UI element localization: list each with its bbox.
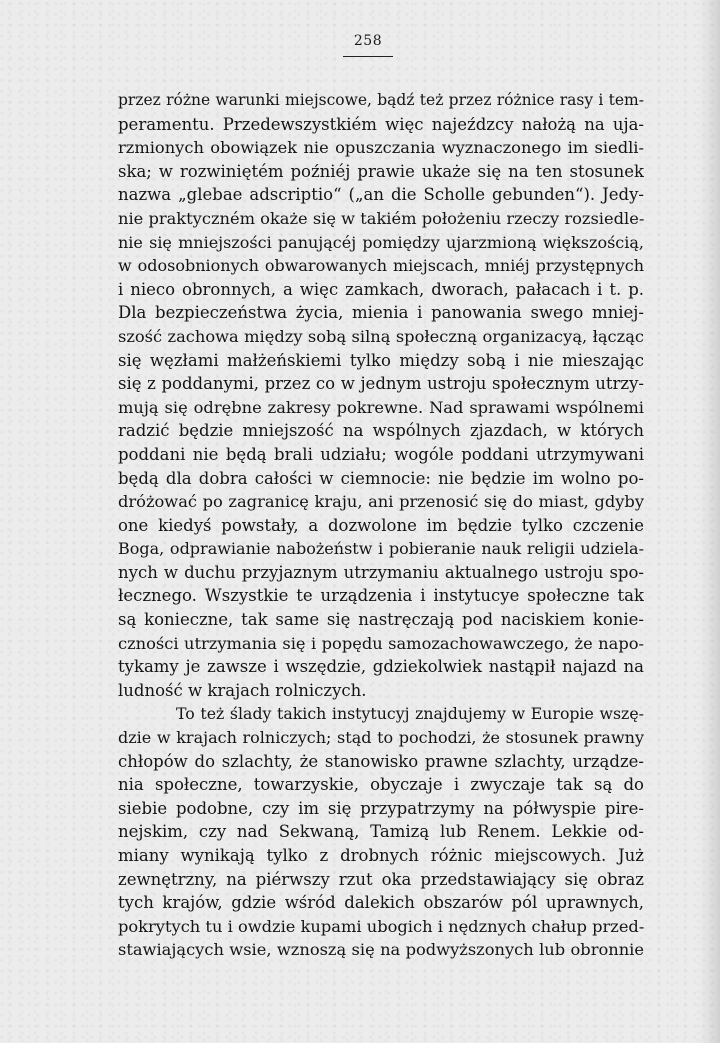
text-line: miany wynikają tylko z drobnych różnic miejscowych. Już: [118, 846, 644, 865]
text-line: w odosobnionych obwarowanych miejscach, mniéj przystępnych: [118, 256, 644, 276]
text-line: nie się mniejszości panującéj pomiędzy ujarzmioną większością,: [118, 232, 644, 252]
text-line: Boga, odprawianie nabożeństw i pobieranie nauk religii udziela-: [118, 539, 644, 559]
text-line: stawiających wsie, wznoszą się na podwyższonych lub obronnie: [118, 940, 644, 960]
text-body: [118, 89, 644, 962]
page-number: 258: [353, 33, 383, 49]
text-line: nych w duchu przyjaznym utrzymaniu aktualnego ustroju spo-: [118, 562, 644, 582]
text-line: są konieczne, tak same się nastręczają pod naciskiem konie-: [118, 610, 644, 630]
text-line: mują się odrębne zakresy pokrewne. Nad sprawami wspólnemi: [118, 397, 644, 417]
text-line: pokrytych tu i owdzie kupami ubogich i nędznych chałup przed-: [118, 916, 644, 936]
text-line: tykamy je zawsze i wszędzie, gdziekolwiek nastąpił najazd na: [118, 657, 644, 677]
text-line: nazwa „glebae adscriptio“ („an die Scholle gebunden“). Jedy-: [118, 185, 644, 205]
page-number-rule: [343, 56, 393, 57]
text-line: dróżować po zagranicę kraju, ani przenosić się do miast, gdyby: [118, 492, 644, 512]
text-line: się węzłami małżeńskiemi tylko między sobą i nie mieszając: [118, 350, 644, 370]
text-line: nie praktyczném okaże się w takiém położeniu rzeczy rozsiedle-: [118, 208, 644, 228]
paragraph-first-line: To też ślady takich instytucyj znajdujemy w Europie wszę-: [176, 704, 644, 724]
paragraph-end-line: ludność w krajach rolniczych.: [118, 680, 367, 700]
text-line: przez różne warunki miejscowe, bądź też przez różnice rasy i tem-: [118, 91, 644, 109]
text-line: czności utrzymania się i popędu samozachowawczego, że napo-: [118, 633, 644, 653]
text-line: siebie podobne, czy im się przypatrzymy na półwyspie pire-: [118, 798, 644, 818]
text-line: i nieco obronnych, a więc zamkach, dworach, pałacach i t. p.: [118, 279, 644, 299]
page-edge-shadow: [698, 0, 720, 1043]
text-line: dzie w krajach rolniczych; stąd to pochodzi, że stosunek prawny: [118, 728, 644, 748]
text-line: nejskim, czy nad Sekwaną, Tamizą lub Renem. Lekkie od-: [118, 822, 644, 842]
text-line: będą dla dobra całości w ciemnocie: nie będzie im wolno po-: [118, 468, 644, 488]
text-line: peramentu. Przedewszystkiém więc najeźdzcy nałożą na uja-: [118, 114, 644, 134]
text-line: rzmionych obowiązek nie opuszczania wyznaczonego im siedli-: [118, 138, 644, 158]
text-line: szość zachowa między sobą silną społeczną organizacyą, łącząc: [118, 326, 644, 346]
text-line: poddani nie będą brali udziału; wogóle poddani utrzymywani: [118, 444, 644, 464]
text-line: się z poddanymi, przez co w jednym ustroju społecznym utrzy-: [118, 374, 644, 394]
text-line: łecznego. Wszystkie te urządzenia i instytucye społeczne tak: [118, 586, 644, 606]
text-line: nia społeczne, towarzyskie, obyczaje i zwyczaje tak są do: [118, 775, 644, 795]
text-line: Dla bezpieczeństwa życia, mienia i panowania swego mniej-: [118, 303, 644, 323]
text-line: chłopów do szlachty, że stanowisko prawne szlachty, urządze-: [118, 751, 644, 771]
text-line: one kiedyś powstały, a dozwolone im będzie tylko czczenie: [118, 515, 644, 535]
text-line: zewnętrzny, na piérwszy rzut oka przedstawiający się obraz: [118, 869, 644, 889]
text-line: radzić będzie mniejszość na wspólnych zjazdach, w których: [118, 421, 644, 441]
text-line: ska; w rozwiniętém poźniéj prawie ukaże się na ten stosunek: [118, 161, 644, 181]
text-line: tych krajów, gdzie wśród dalekich obszarów pól uprawnych,: [118, 893, 644, 913]
